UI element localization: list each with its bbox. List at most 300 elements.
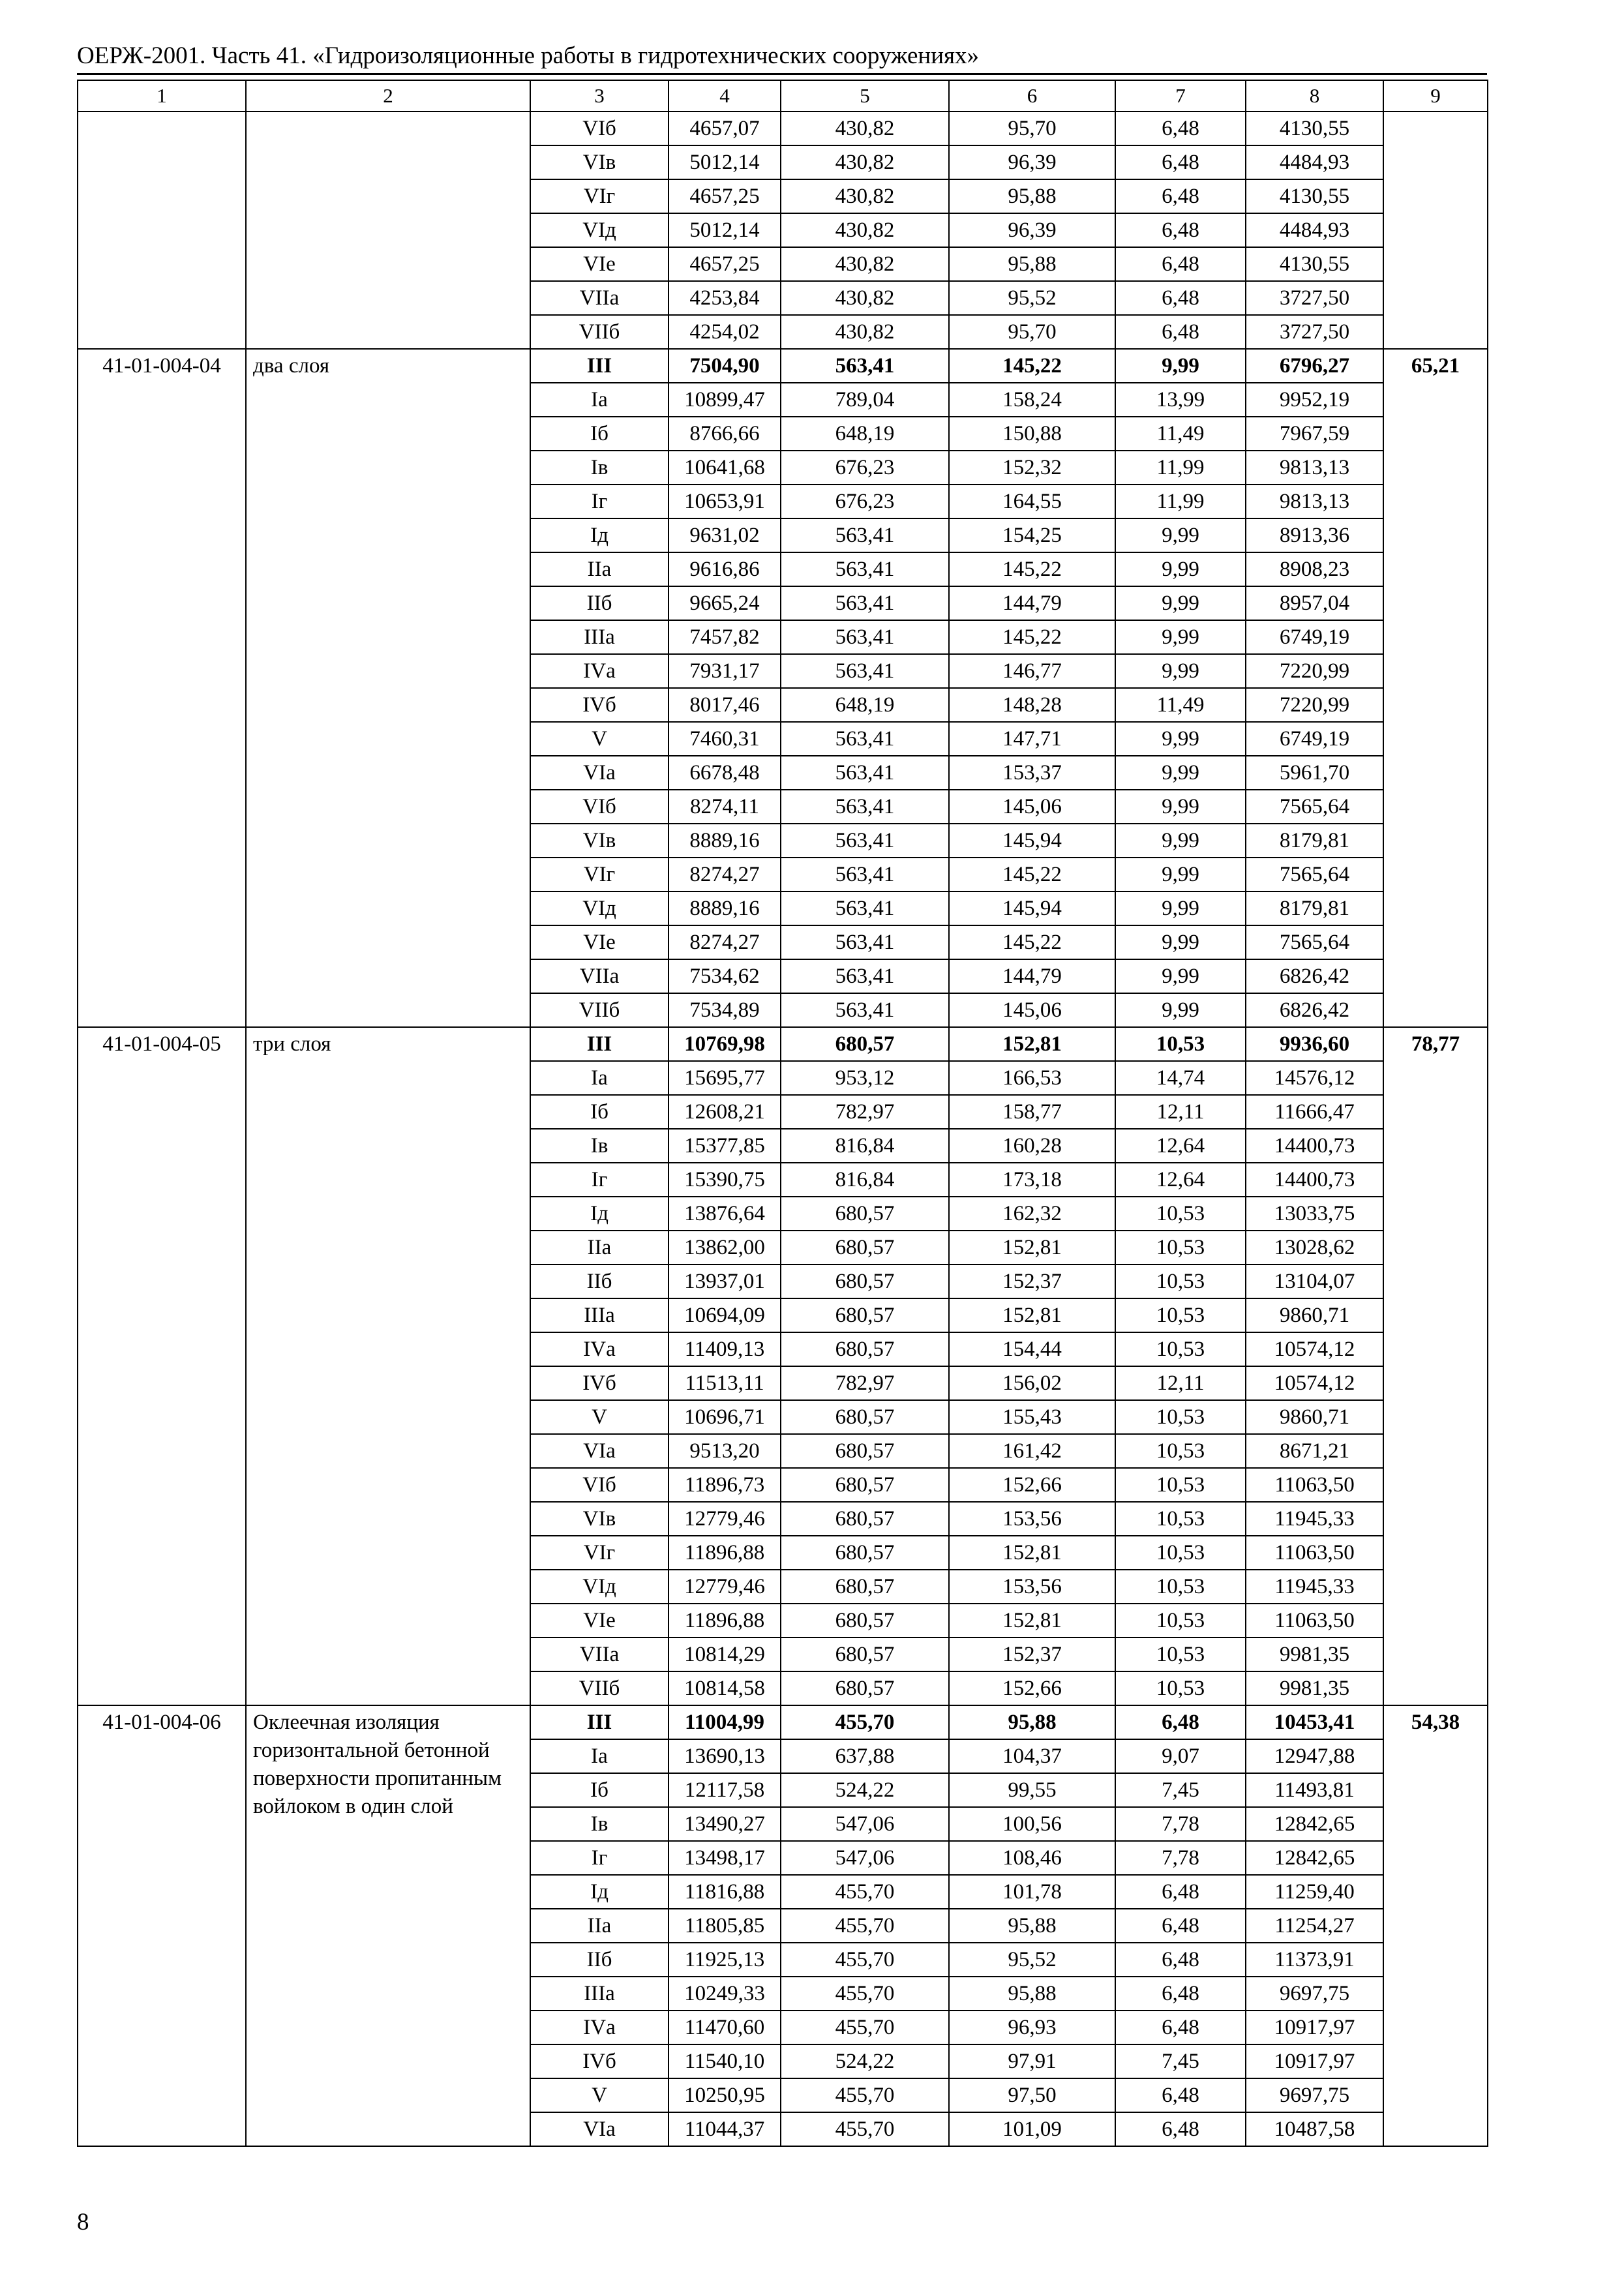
value-cell: 430,82 [781,247,949,281]
zone-cell: VIIа [530,281,669,315]
value-cell: 12,64 [1115,1129,1246,1163]
value-cell: 8179,81 [1246,824,1383,858]
value-cell: 11063,50 [1246,1468,1383,1502]
work-name-cell [246,112,530,349]
value-cell: 12,11 [1115,1366,1246,1400]
zone-cell: Iд [530,1197,669,1231]
value-cell: 9697,75 [1246,2078,1383,2112]
value-cell: 455,70 [781,1977,949,2011]
zone-cell: IVа [530,1332,669,1366]
table-row [78,1705,1488,1739]
value-cell: 162,32 [949,1197,1115,1231]
value-cell: 789,04 [781,383,949,417]
value-cell: 6749,19 [1246,722,1383,756]
value-cell: 4253,84 [669,281,781,315]
value-cell: 11513,11 [669,1366,781,1400]
value-cell: 8274,11 [669,790,781,824]
value-cell: 11004,99 [669,1705,781,1739]
zone-cell: VIг [530,858,669,891]
value-cell: 12842,65 [1246,1807,1383,1841]
value-cell: 6,48 [1115,247,1246,281]
value-cell: 12608,21 [669,1095,781,1129]
value-cell: 9,99 [1115,756,1246,790]
value-cell: 9981,35 [1246,1638,1383,1671]
value-cell: 12,64 [1115,1163,1246,1197]
value-cell: 10,53 [1115,1536,1246,1570]
value-cell: 99,55 [949,1773,1115,1807]
value-cell: 13490,27 [669,1807,781,1841]
value-cell: 6826,42 [1246,993,1383,1027]
value-cell: 11493,81 [1246,1773,1383,1807]
value-cell: 8889,16 [669,891,781,925]
value-cell: 4657,25 [669,247,781,281]
zone-cell: IIIа [530,1977,669,2011]
value-cell: 4657,25 [669,179,781,213]
value-cell: 6,48 [1115,1875,1246,1909]
column-number: 7 [1115,80,1246,112]
zone-cell: VIб [530,112,669,145]
value-cell: 6749,19 [1246,620,1383,654]
value-cell: 11945,33 [1246,1502,1383,1536]
value-cell: 10574,12 [1246,1366,1383,1400]
zone-cell: VIа [530,2112,669,2146]
value-cell: 455,70 [781,1705,949,1739]
table-body [78,80,1488,2146]
zone-cell: Iа [530,1739,669,1773]
value-cell: 563,41 [781,756,949,790]
value-cell: 9981,35 [1246,1671,1383,1705]
value-cell: 104,37 [949,1739,1115,1773]
value-cell: 145,06 [949,993,1115,1027]
value-cell: 152,32 [949,451,1115,485]
value-cell: 11925,13 [669,1943,781,1977]
value-cell: 152,81 [949,1231,1115,1264]
rate-code-cell [78,112,246,349]
value-cell: 10814,58 [669,1671,781,1705]
value-cell: 563,41 [781,925,949,959]
value-cell: 3727,50 [1246,281,1383,315]
value-cell: 524,22 [781,1773,949,1807]
value-cell: 15695,77 [669,1061,781,1095]
column-number: 2 [246,80,530,112]
value-cell: 152,81 [949,1604,1115,1638]
value-cell: 153,37 [949,756,1115,790]
value-cell: 9,99 [1115,654,1246,688]
zone-cell: VIIб [530,315,669,349]
value-cell: 6796,27 [1246,349,1383,383]
zone-cell: IIIа [530,1298,669,1332]
value-cell: 563,41 [781,959,949,993]
value-cell: 13876,64 [669,1197,781,1231]
value-cell: 9631,02 [669,518,781,552]
value-cell: 4657,07 [669,112,781,145]
page-number: 8 [77,2209,89,2236]
value-cell: 563,41 [781,891,949,925]
value-cell: 152,37 [949,1264,1115,1298]
zone-cell: VIв [530,1502,669,1536]
value-cell: 9,99 [1115,925,1246,959]
value-cell: 145,22 [949,858,1115,891]
value-cell: 10,53 [1115,1400,1246,1434]
value-cell: 144,79 [949,959,1115,993]
value-cell: 6,48 [1115,2078,1246,2112]
column-number: 6 [949,80,1115,112]
value-cell: 10,53 [1115,1671,1246,1705]
value-cell: 153,56 [949,1570,1115,1604]
value-cell: 13690,13 [669,1739,781,1773]
value-cell: 147,71 [949,722,1115,756]
zone-cell: IVб [530,2044,669,2078]
value-cell: 455,70 [781,2011,949,2044]
value-cell: 563,41 [781,586,949,620]
value-cell: 430,82 [781,112,949,145]
value-cell: 97,50 [949,2078,1115,2112]
value-cell: 10653,91 [669,485,781,518]
value-cell: 7,78 [1115,1807,1246,1841]
value-cell: 563,41 [781,993,949,1027]
value-cell: 680,57 [781,1264,949,1298]
value-cell: 782,97 [781,1366,949,1400]
value-cell: 9,99 [1115,993,1246,1027]
value-cell: 680,57 [781,1197,949,1231]
value-cell: 10,53 [1115,1570,1246,1604]
zone-cell: Iб [530,1095,669,1129]
value-cell: 430,82 [781,213,949,247]
table-row [78,1027,1488,1061]
value-cell: 95,52 [949,1943,1115,1977]
value-cell: 680,57 [781,1671,949,1705]
value-cell: 95,52 [949,281,1115,315]
value-cell: 7967,59 [1246,417,1383,451]
work-name-cell: Оклеечная изоляция горизонтальной бетонной поверхности пропитанным войлоком в один слой [246,1705,530,2146]
value-cell: 7565,64 [1246,790,1383,824]
value-cell: 782,97 [781,1095,949,1129]
zone-cell: III [530,1705,669,1739]
labor-cost-cell [1383,112,1488,349]
rate-code-cell: 41-01-004-04 [78,349,246,1027]
zone-cell: IIа [530,1231,669,1264]
value-cell: 145,94 [949,891,1115,925]
value-cell: 7,45 [1115,1773,1246,1807]
value-cell: 563,41 [781,620,949,654]
value-cell: 10,53 [1115,1197,1246,1231]
value-cell: 97,91 [949,2044,1115,2078]
value-cell: 10250,95 [669,2078,781,2112]
value-cell: 680,57 [781,1400,949,1434]
value-cell: 7,45 [1115,2044,1246,2078]
value-cell: 455,70 [781,1943,949,1977]
value-cell: 10,53 [1115,1264,1246,1298]
value-cell: 155,43 [949,1400,1115,1434]
zone-cell: IIб [530,1264,669,1298]
zone-cell: III [530,1027,669,1061]
value-cell: 563,41 [781,518,949,552]
value-cell: 5012,14 [669,213,781,247]
value-cell: 563,41 [781,824,949,858]
value-cell: 11540,10 [669,2044,781,2078]
value-cell: 7,78 [1115,1841,1246,1875]
value-cell: 95,88 [949,1909,1115,1943]
value-cell: 9,99 [1115,824,1246,858]
value-cell: 4484,93 [1246,213,1383,247]
table-row [78,112,1488,145]
value-cell: 953,12 [781,1061,949,1095]
value-cell: 10,53 [1115,1502,1246,1536]
value-cell: 4130,55 [1246,247,1383,281]
value-cell: 680,57 [781,1536,949,1570]
value-cell: 8671,21 [1246,1434,1383,1468]
zone-cell: VIа [530,756,669,790]
column-number: 9 [1383,80,1488,112]
zone-cell: VIг [530,179,669,213]
value-cell: 95,88 [949,247,1115,281]
value-cell: 6,48 [1115,281,1246,315]
value-cell: 547,06 [781,1807,949,1841]
column-number: 8 [1246,80,1383,112]
value-cell: 11945,33 [1246,1570,1383,1604]
value-cell: 7220,99 [1246,688,1383,722]
work-name-cell: два слоя [246,349,530,1027]
value-cell: 12117,58 [669,1773,781,1807]
value-cell: 12779,46 [669,1570,781,1604]
value-cell: 676,23 [781,485,949,518]
value-cell: 524,22 [781,2044,949,2078]
value-cell: 11409,13 [669,1332,781,1366]
value-cell: 7504,90 [669,349,781,383]
value-cell: 6,48 [1115,2112,1246,2146]
value-cell: 648,19 [781,688,949,722]
value-cell: 9813,13 [1246,451,1383,485]
zone-cell: VIд [530,213,669,247]
value-cell: 563,41 [781,349,949,383]
value-cell: 9,99 [1115,349,1246,383]
value-cell: 6,48 [1115,213,1246,247]
value-cell: 144,79 [949,586,1115,620]
value-cell: 13033,75 [1246,1197,1383,1231]
value-cell: 680,57 [781,1638,949,1671]
zone-cell: IVб [530,688,669,722]
zone-cell: IIа [530,552,669,586]
zone-cell: IVа [530,654,669,688]
value-cell: 11063,50 [1246,1536,1383,1570]
value-cell: 14576,12 [1246,1061,1383,1095]
value-cell: 10487,58 [1246,2112,1383,2146]
value-cell: 9,99 [1115,722,1246,756]
header-divider [77,73,1487,75]
value-cell: 6,48 [1115,1705,1246,1739]
value-cell: 4484,93 [1246,145,1383,179]
value-cell: 430,82 [781,281,949,315]
value-cell: 14400,73 [1246,1129,1383,1163]
value-cell: 9,99 [1115,620,1246,654]
value-cell: 166,53 [949,1061,1115,1095]
value-cell: 101,09 [949,2112,1115,2146]
value-cell: 9616,86 [669,552,781,586]
value-cell: 152,81 [949,1298,1115,1332]
value-cell: 680,57 [781,1434,949,1468]
value-cell: 11044,37 [669,2112,781,2146]
value-cell: 8179,81 [1246,891,1383,925]
value-cell: 15377,85 [669,1129,781,1163]
value-cell: 7220,99 [1246,654,1383,688]
zone-cell: VIе [530,247,669,281]
value-cell: 156,02 [949,1366,1115,1400]
zone-cell: Iд [530,1875,669,1909]
value-cell: 10249,33 [669,1977,781,2011]
value-cell: 6,48 [1115,112,1246,145]
value-cell: 10696,71 [669,1400,781,1434]
value-cell: 7931,17 [669,654,781,688]
zone-cell: Iд [530,518,669,552]
value-cell: 158,77 [949,1095,1115,1129]
zone-cell: V [530,722,669,756]
value-cell: 11805,85 [669,1909,781,1943]
value-cell: 9860,71 [1246,1400,1383,1434]
column-number: 4 [669,80,781,112]
zone-cell: Iа [530,383,669,417]
value-cell: 11666,47 [1246,1095,1383,1129]
zone-cell: Iг [530,485,669,518]
value-cell: 6,48 [1115,315,1246,349]
value-cell: 4254,02 [669,315,781,349]
value-cell: 160,28 [949,1129,1115,1163]
zone-cell: Iб [530,1773,669,1807]
value-cell: 11,49 [1115,417,1246,451]
value-cell: 648,19 [781,417,949,451]
value-cell: 9,99 [1115,552,1246,586]
value-cell: 9665,24 [669,586,781,620]
value-cell: 14,74 [1115,1061,1246,1095]
value-cell: 4130,55 [1246,179,1383,213]
value-cell: 148,28 [949,688,1115,722]
value-cell: 680,57 [781,1298,949,1332]
zone-cell: Iв [530,1129,669,1163]
value-cell: 7565,64 [1246,858,1383,891]
column-number: 1 [78,80,246,112]
zone-cell: VIд [530,1570,669,1604]
column-number-row [78,80,1488,112]
value-cell: 108,46 [949,1841,1115,1875]
value-cell: 9,99 [1115,518,1246,552]
zone-cell: VIе [530,1604,669,1638]
value-cell: 8908,23 [1246,552,1383,586]
value-cell: 9936,60 [1246,1027,1383,1061]
work-name-cell: три слоя [246,1027,530,1705]
value-cell: 8913,36 [1246,518,1383,552]
value-cell: 9,99 [1115,586,1246,620]
zone-cell: VIа [530,1434,669,1468]
value-cell: 152,81 [949,1536,1115,1570]
zone-cell: III [530,349,669,383]
value-cell: 145,22 [949,620,1115,654]
value-cell: 7565,64 [1246,925,1383,959]
value-cell: 154,44 [949,1332,1115,1366]
value-cell: 145,06 [949,790,1115,824]
value-cell: 10,53 [1115,1434,1246,1468]
value-cell: 8889,16 [669,824,781,858]
column-number: 5 [781,80,949,112]
value-cell: 8957,04 [1246,586,1383,620]
value-cell: 8766,66 [669,417,781,451]
value-cell: 96,93 [949,2011,1115,2044]
value-cell: 9,99 [1115,858,1246,891]
zone-cell: VIIб [530,993,669,1027]
zone-cell: Iв [530,1807,669,1841]
value-cell: 9952,19 [1246,383,1383,417]
rate-code-cell: 41-01-004-06 [78,1705,246,2146]
value-cell: 9860,71 [1246,1298,1383,1332]
zone-cell: Iг [530,1841,669,1875]
value-cell: 101,78 [949,1875,1115,1909]
value-cell: 816,84 [781,1163,949,1197]
value-cell: 680,57 [781,1332,949,1366]
value-cell: 4130,55 [1246,112,1383,145]
value-cell: 11896,88 [669,1536,781,1570]
value-cell: 10453,41 [1246,1705,1383,1739]
zone-cell: Iб [530,417,669,451]
value-cell: 10899,47 [669,383,781,417]
value-cell: 11896,73 [669,1468,781,1502]
value-cell: 5961,70 [1246,756,1383,790]
value-cell: 11,99 [1115,451,1246,485]
zone-cell: VIIа [530,959,669,993]
value-cell: 12842,65 [1246,1841,1383,1875]
value-cell: 6678,48 [669,756,781,790]
value-cell: 152,66 [949,1671,1115,1705]
value-cell: 10917,97 [1246,2044,1383,2078]
rates-table [77,80,1488,2147]
value-cell: 680,57 [781,1231,949,1264]
value-cell: 95,88 [949,179,1115,213]
value-cell: 455,70 [781,2112,949,2146]
value-cell: 12947,88 [1246,1739,1383,1773]
value-cell: 6,48 [1115,1943,1246,1977]
zone-cell: IVа [530,2011,669,2044]
value-cell: 145,22 [949,349,1115,383]
value-cell: 152,37 [949,1638,1115,1671]
value-cell: 6826,42 [1246,959,1383,993]
zone-cell: VIIа [530,1638,669,1671]
value-cell: 154,25 [949,518,1115,552]
rate-code-cell: 41-01-004-05 [78,1027,246,1705]
value-cell: 96,39 [949,213,1115,247]
value-cell: 8274,27 [669,858,781,891]
value-cell: 15390,75 [669,1163,781,1197]
value-cell: 563,41 [781,722,949,756]
value-cell: 9,99 [1115,790,1246,824]
value-cell: 6,48 [1115,1909,1246,1943]
value-cell: 95,88 [949,1705,1115,1739]
zone-cell: IIб [530,586,669,620]
value-cell: 563,41 [781,654,949,688]
value-cell: 7457,82 [669,620,781,654]
value-cell: 10641,68 [669,451,781,485]
value-cell: 9,99 [1115,891,1246,925]
value-cell: 13104,07 [1246,1264,1383,1298]
value-cell: 152,81 [949,1027,1115,1061]
page-title: ОЕРЖ-2001. Часть 41. «Гидроизоляционные работы в гидротехнических сооружениях» [77,42,980,69]
value-cell: 455,70 [781,1909,949,1943]
value-cell: 11470,60 [669,2011,781,2044]
value-cell: 680,57 [781,1468,949,1502]
value-cell: 11816,88 [669,1875,781,1909]
zone-cell: IIIа [530,620,669,654]
value-cell: 13028,62 [1246,1231,1383,1264]
value-cell: 5012,14 [669,145,781,179]
value-cell: 8274,27 [669,925,781,959]
value-cell: 11,99 [1115,485,1246,518]
value-cell: 146,77 [949,654,1115,688]
